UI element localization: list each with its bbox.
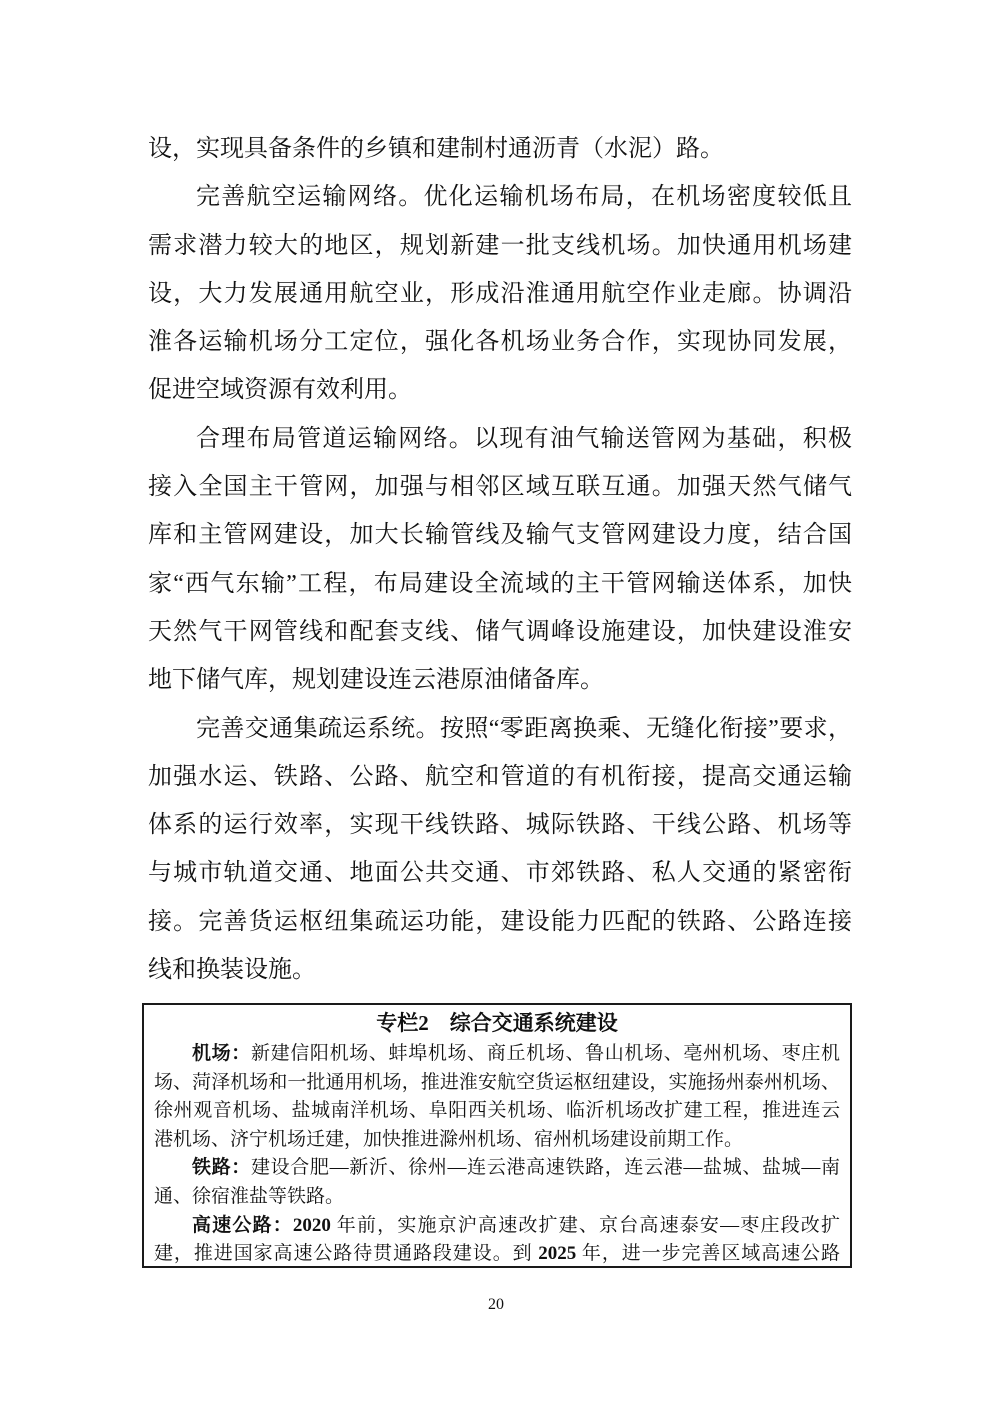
text-line xyxy=(148,608,852,656)
text-segment: 年，进一步完善区域高速公路 xyxy=(576,1243,840,1265)
text-line xyxy=(154,1097,840,1126)
text-line xyxy=(148,415,852,463)
text-segment: 接入全国主干管网，加强与相邻区域互联互通。加强天然气储气 xyxy=(148,474,852,501)
bold-text-segment: 2025 xyxy=(538,1243,577,1265)
text-segment: 地下储气库，规划建设连云港原油储备库。 xyxy=(148,667,604,694)
text-line xyxy=(148,173,852,221)
text-line xyxy=(148,222,852,270)
text-line xyxy=(148,366,852,414)
text-segment: 天然气干网管线和配套支线、储气调峰设施建设，加快建设淮安 xyxy=(148,618,852,645)
text-segment: 通、徐宿淮盐等铁路。 xyxy=(154,1185,345,1207)
text-segment: 库和主管网建设，加大长输管线及输气支管网建设力度，结合国 xyxy=(148,522,852,549)
bold-text-segment: 2020 xyxy=(292,1214,331,1236)
text-line xyxy=(148,560,852,608)
text-line xyxy=(148,946,852,994)
text-line xyxy=(148,270,852,318)
box-title: 专栏2 综合交通系统建设 xyxy=(376,1011,618,1035)
text-line xyxy=(148,463,852,511)
text-segment: 需求潜力较大的地区，规划新建一批支线机场。加快通用机场建 xyxy=(148,232,852,259)
bold-text-segment: 铁路： xyxy=(192,1157,251,1179)
text-segment: 体系的运行效率，实现干线铁路、城际铁路、干线公路、机场等 xyxy=(148,812,852,839)
text-line xyxy=(148,656,852,704)
box-content xyxy=(154,1040,840,1269)
text-line xyxy=(154,1212,840,1241)
text-segment: 新建信阳机场、蚌埠机场、商丘机场、鲁山机场、亳州机场、枣庄机 xyxy=(250,1043,840,1064)
text-segment: 港机场、济宁机场迁建，加快推进滁州机场、宿州机场建设前期工作。 xyxy=(154,1128,744,1150)
text-segment: 建设合肥—新沂、徐州—连云港高速铁路，连云港—盐城、盐城—南 xyxy=(250,1157,840,1179)
text-segment: 家“西气东输”工程，布局建设全流域的主干管网输送体系，加快 xyxy=(148,570,852,597)
text-segment: 淮各运输机场分工定位，强化各机场业务合作，实现协同发展， xyxy=(148,329,852,356)
text-segment: 建，推进国家高速公路待贯通路段建设。到 xyxy=(154,1243,539,1265)
text-line xyxy=(154,1069,840,1098)
text-segment: 加强水运、铁路、公路、航空和管道的有机衔接，提高交通运输 xyxy=(148,763,852,790)
text-segment: 完善交通集疏运系统。按照“零距离换乘、无缝化衔接”要求， xyxy=(196,715,852,742)
text-line xyxy=(148,511,852,559)
text-line xyxy=(148,898,852,946)
text-segment: 场、菏泽机场和一批通用机场，推进淮安航空货运枢纽建设，实施扬州泰州机场、 xyxy=(154,1071,840,1093)
text-line xyxy=(148,318,852,366)
text-segment: 设，大力发展通用航空业，形成沿淮通用航空作业走廊。协调沿 xyxy=(148,280,852,307)
text-segment: 促进空域资源有效利用。 xyxy=(148,377,412,404)
text-line xyxy=(148,849,852,897)
text-line xyxy=(148,125,852,173)
text-line xyxy=(154,1240,840,1269)
text-segment: 徐州观音机场、盐城南洋机场、阜阳西关机场、临沂机场改扩建工程，推进连云 xyxy=(154,1100,840,1122)
text-line xyxy=(148,753,852,801)
text-segment: 完善航空运输网络。优化运输机场布局，在机场密度较低且 xyxy=(196,184,852,211)
text-line xyxy=(154,1154,840,1183)
text-segment: 合理布局管道运输网络。以现有油气输送管网为基础，积极 xyxy=(196,425,852,452)
text-segment: 设，实现具备条件的乡镇和建制村通沥青（水泥）路。 xyxy=(148,136,724,162)
text-line xyxy=(154,1040,840,1069)
text-segment: 接。完善货运枢纽集疏运功能，建设能力匹配的铁路、公路连接 xyxy=(148,908,852,935)
text-segment: 线和换装设施。 xyxy=(148,957,316,984)
bold-text-segment: 机场： xyxy=(192,1043,251,1064)
page-number: 20 xyxy=(488,1296,504,1313)
text-line xyxy=(154,1126,840,1155)
text-segment: 年前，实施京沪高速改扩建、京台高速泰安—枣庄段改扩 xyxy=(330,1214,840,1236)
text-line xyxy=(154,1183,840,1212)
special-column-box xyxy=(142,1003,852,1268)
bold-text-segment: 高速公路： xyxy=(192,1214,293,1236)
text-line xyxy=(148,705,852,753)
text-segment: 与城市轨道交通、地面公共交通、市郊铁路、私人交通的紧密衔 xyxy=(148,860,852,887)
text-line xyxy=(148,801,852,849)
body-text xyxy=(148,125,852,994)
